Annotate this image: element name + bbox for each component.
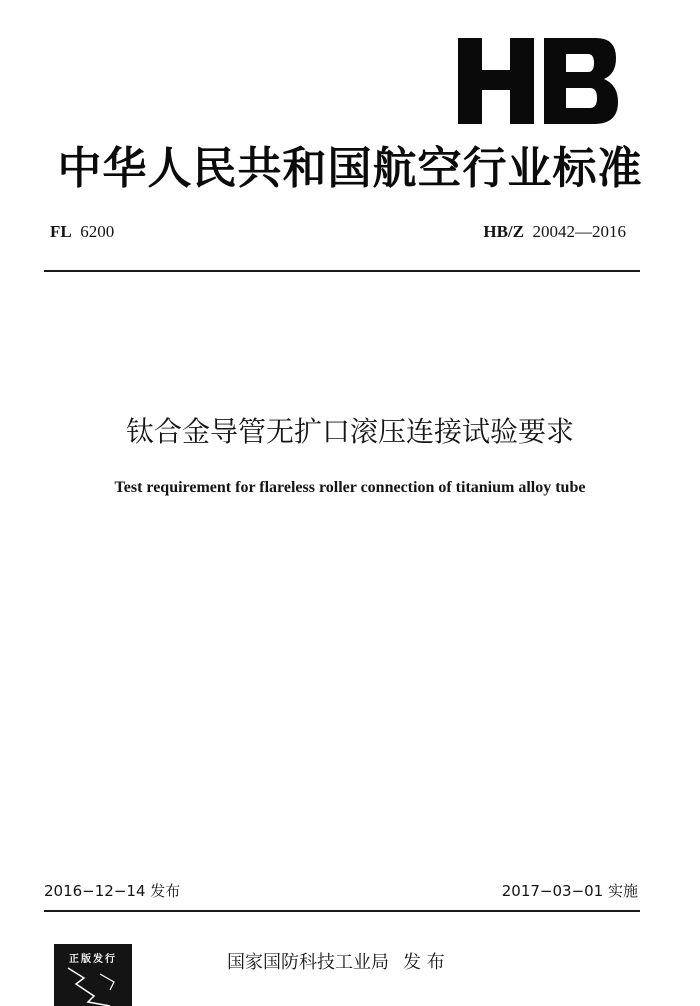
publisher-name: 国家国防科技工业局 — [227, 952, 389, 973]
publish-word: 发 布 — [403, 952, 445, 973]
document-title-chinese: 钛合金导管无扩口滚压连接试验要求 — [125, 415, 574, 448]
document-title-english: Test requirement for flareless roller connection of titanium alloy tube — [114, 479, 586, 496]
standard-number-value: 20042—2016 — [532, 222, 626, 241]
footer-divider — [44, 910, 640, 912]
classification-number: 6200 — [80, 222, 115, 241]
classification-prefix: FL — [50, 222, 72, 241]
hb-logo-icon — [458, 38, 618, 124]
stamp-text: 正版发行 — [69, 954, 117, 965]
implementation-date: 2017−03−01 实施 — [501, 882, 638, 900]
publisher — [227, 948, 445, 974]
standard-prefix: HB/Z — [483, 222, 524, 241]
genuine-edition-stamp-icon — [54, 944, 132, 1006]
standard-title: 中华人民共和国航空行业标准 — [57, 143, 643, 194]
header-divider — [44, 270, 640, 272]
issue-date: 2016−12−14 发布 — [44, 882, 181, 900]
classification-code — [50, 222, 114, 242]
standard-number — [483, 222, 626, 242]
